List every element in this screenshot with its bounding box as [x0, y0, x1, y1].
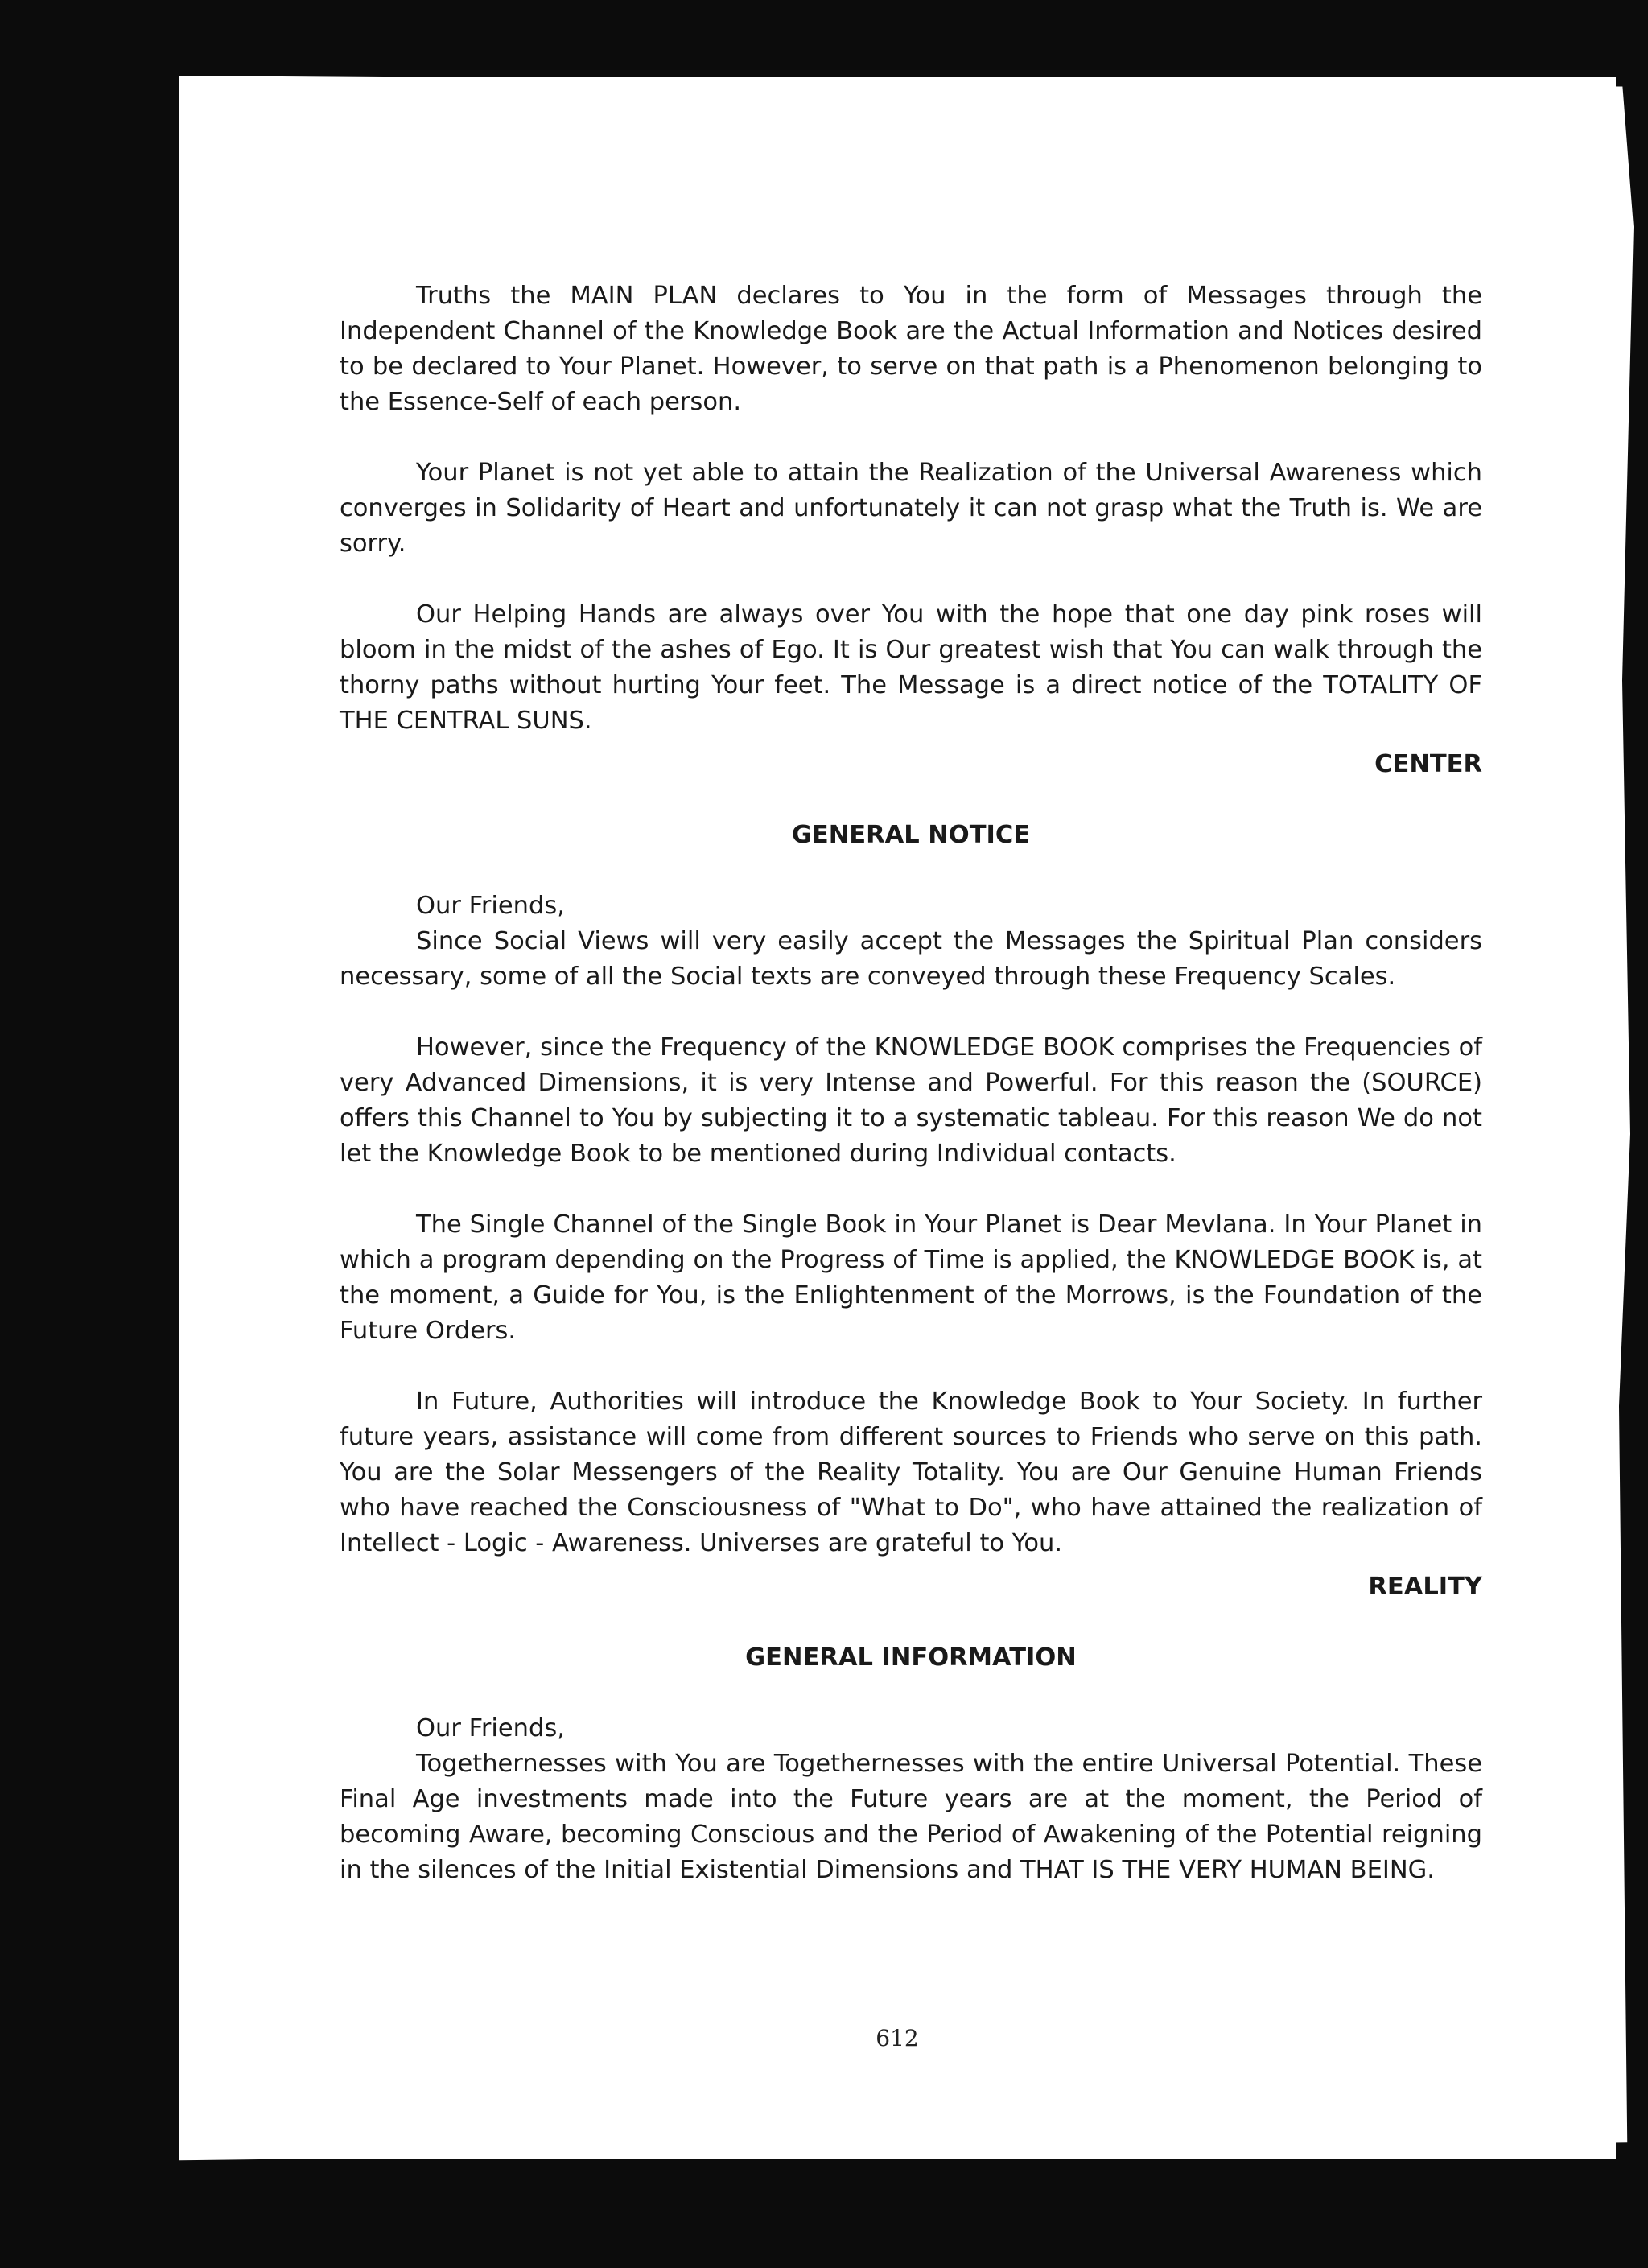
section-heading-general-notice: GENERAL NOTICE [791, 821, 1031, 849]
scanner-border-right [1616, 0, 1648, 2268]
book-page [179, 77, 1616, 2159]
scanner-border-left [0, 0, 179, 2268]
paragraph: Truths the MAIN PLAN declares to You in the form of Messages through the Independent Channel of the Knowledge Book are the Actual Information and Notices desired to be declared to Your Planet. However, to serve on that path is a Phenomenon belonging to the Essence-Self of each person. [340, 282, 1482, 416]
paragraph: Our Helping Hands are always over You with the hope that one day pink roses will bloom in the midst of the ashes of Ego. It is Our greatest wish that You can walk through the thorny paths without hurting Your feet. The Message is a direct notice of the TOTALITY OF THE CENTRAL SUNS. [340, 600, 1482, 735]
paragraph: The Single Channel of the Single Book in Your Planet is Dear Mevlana. In Your Planet in which a program depending on the Progress of Time is applied, the KNOWLEDGE BOOK is, at the moment, a Guide for You, is the Enlightenment of the Morrows, is the Foundation of the Future Orders. [340, 1210, 1482, 1345]
paragraph: However, since the Frequency of the KNOWLEDGE BOOK comprises the Frequencies of very Advanced Dimensions, it is very Intense and Powerful. For this reason the (SOURCE) offers this Channel to You by subjecting it to a systematic tableau. For this reason We do not let the Knowledge Book to be mentioned during Individual contacts. [340, 1033, 1482, 1168]
signature-reality: REALITY [1368, 1573, 1482, 1601]
paragraph: Togethernesses with You are Togethernesses with the entire Universal Potential. These Final Age investments made into the Future years are at the moment, the Period of becoming Aware, becoming Conscious and the Period of Awakening of the Potential reigning in the silences of the Initial Existential Dimensions and THAT IS THE VERY HUMAN BEING. [340, 1750, 1482, 1884]
scanner-border-bottom [0, 2142, 1648, 2268]
paragraph: Your Planet is not yet able to attain the Realization of the Universal Awareness which converges in Solidarity of Heart and unfortunately it can not grasp what the Truth is. We are sorry. [340, 459, 1482, 558]
scanner-border-top [0, 0, 1648, 89]
signature-center: CENTER [1374, 750, 1482, 778]
salutation: Our Friends, [416, 892, 565, 920]
paragraph: Since Social Views will very easily accept the Messages the Spiritual Plan considers necessary, some of all the Social texts are conveyed through these Frequency Scales. [340, 927, 1482, 991]
page-body [340, 278, 1482, 1924]
page-number: 612 [876, 2025, 919, 2052]
section-heading-general-information: GENERAL INFORMATION [745, 1643, 1077, 1672]
salutation: Our Friends, [416, 1714, 565, 1742]
paragraph: In Future, Authorities will introduce the Knowledge Book to Your Society. In further future years, assistance will come from different sources to Friends who serve on this path. You are the Solar Messengers of the Reality Totality. You are Our Genuine Human Friends who have reached the Consciousness of "What to Do", who have attained the realization of Intellect - Logic - Awareness. Universes are grateful to You. [340, 1388, 1482, 1557]
